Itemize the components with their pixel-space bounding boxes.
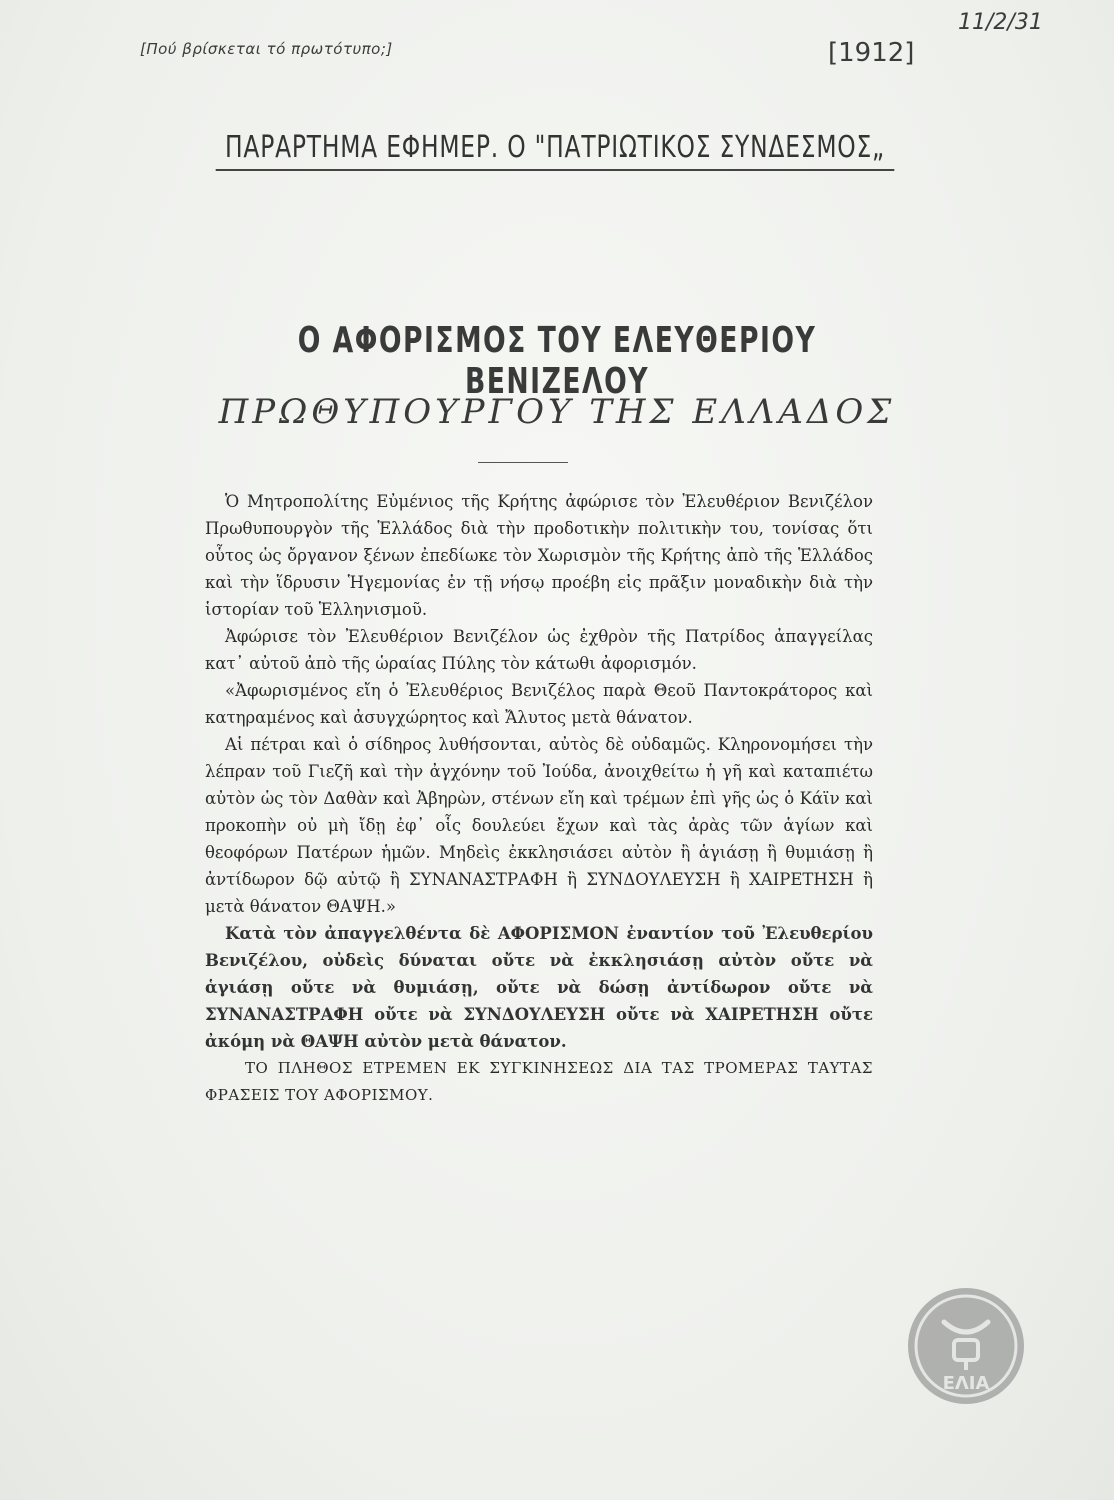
paragraph-6: ΤΟ ΠΛΗΘΟΣ ΕΤΡΕΜΕΝ ΕΚ ΣΥΓΚΙΝΗΣΕΩΣ ΔΙΑ ΤΑΣ ΤΡΟΜΕΡΑΣ ΤΑΥΤΑΣ ΦΡΑΣΕΙΣ ΤΟΥ ΑΦΟΡΙΣΜΟΥ.	[205, 1059, 873, 1104]
handwritten-note-year: [1912]	[828, 38, 915, 68]
paragraph-2: Ἀφώρισε τὸν Ἐλευθέριον Βενιζέλον ὡς ἐχθρὸν τῆς Πατρίδος ἀπαγγείλας κατ᾽ αὐτοῦ ἀπὸ τῆς ὡραίας Πύλης τὸν κάτωθι ἀφορισμόν.	[205, 627, 873, 673]
title-divider	[478, 462, 568, 463]
paragraph-4: Αἱ πέτραι καὶ ὁ σίδηρος λυθήσονται, αὐτὸς δὲ οὐδαμῶς. Κληρονομήσει τὴν λέπραν τοῦ Γιεζῆ καὶ τὴν ἀγχόνην τοῦ Ἰούδα, ἀνοιχθείτω ἡ γῆ καὶ καταπιέτω αὐτὸν ὡς τὸν Δαθὰν καὶ Ἀβηρὼν, στένων εἴη καὶ τρέμων ἐπὶ γῆς ὡς ὁ Κάϊν καὶ προκοπὴν οὐ μὴ ἴδῃ ἐφ᾽ οἷς δουλεύει ἔχων καὶ τὰς ἀρὰς τῶν ἁγίων καὶ θεοφόρων Πατέρων ἡμῶν. Μηδεὶς ἐκκλησιάσει αὐτὸν ἢ ἁγιάσῃ ἢ θυμιάσῃ ἢ ἀντίδωρον δῷ αὐτῷ ἢ ΣΥΝΑΝΑΣΤΡΑΦΗ ἢ ΣΥΝΔΟΥΛΕΥΣΗ ἢ ΧΑΙΡΕΤΗΣΗ ἢ μετὰ θάνατον ΘΑΨΗ.»	[205, 735, 873, 916]
stamp-lettering: ΕΛΙΑ	[942, 1373, 990, 1394]
paragraph-1: Ὁ Μητροπολίτης Εὐμένιος τῆς Κρήτης ἀφώρισε τὸν Ἐλευθέριον Βενιζέλον Πρωθυπουργὸν τῆς Ἑλλάδος διὰ τὴν προδοτικὴν πολιτικὴν του, τονίσας ὅτι οὗτος ὡς ὄργανον ξένων ἐπεδίωκε τὸν Χωρισμὸν τῆς Κρήτης ἀπὸ τῆς Ἑλλάδος καὶ τὴν ἵδρυσιν Ἡγεμονίας ἐν τῇ νήσῳ προέβη εἰς πρᾶξιν μοναδικὴν διὰ τὴν ἱστορίαν τοῦ Ἑλληνισμοῦ.	[205, 492, 873, 619]
document-title: Ο ΑΦΟΡΙΣΜΟΣ ΤΟΥ ΕΛΕΥΘΕΡΙΟΥ ΒΕΝΙΖΕΛΟΥ	[297, 320, 817, 402]
paragraph-5: Κατὰ τὸν ἀπαγγελθέντα δὲ ΑΦΟΡΙΣΜΟΝ ἐναντίον τοῦ Ἐλευθερίου Βενιζέλου, οὐδεὶς δύναται οὔτε νὰ ἐκκλησιάσῃ αὐτὸν οὔτε νὰ ἁγιάσῃ οὔτε νὰ θυμιάσῃ, οὔτε νὰ δώσῃ ἀντίδωρον οὔτε νὰ ΣΥΝΑΝΑΣΤΡΑΦΗ οὔτε νὰ ΣΥΝΔΟΥΛΕΥΣΗ οὔτε νὰ ΧΑΙΡΕΤΗΣΗ οὔτε ἀκόμη νὰ ΘΑΨΗ αὐτὸν μετὰ θάνατον.	[205, 924, 873, 1051]
document-subtitle: ΠΡΩΘΥΠΟΥΡΓΟΥ ΤΗΣ ΕΛΛΑΔΟΣ	[218, 392, 896, 432]
paragraph-3: «Ἀφωρισμένος εἴη ὁ Ἐλευθέριος Βενιζέλος παρὰ Θεοῦ Παντοκράτορος καὶ κατηραμένος καὶ ἀσυγχώρητος καὶ Ἄλυτος μετὰ θάνατον.	[205, 681, 873, 727]
newspaper-header: ΠΑΡΑΡΤΗΜΑ ΕΦΗΜΕΡ. Ο "ΠΑΤΡΙΩΤΙΚΟΣ ΣΥΝΔΕΣΜΟΣ„	[216, 130, 895, 171]
document-body	[205, 488, 873, 1109]
archive-seal-icon	[904, 1284, 1028, 1408]
handwritten-note-date: 11/2/31	[958, 10, 1043, 35]
handwritten-note-source: [Πού βρίσκεται τό πρωτότυπο;]	[140, 40, 393, 58]
